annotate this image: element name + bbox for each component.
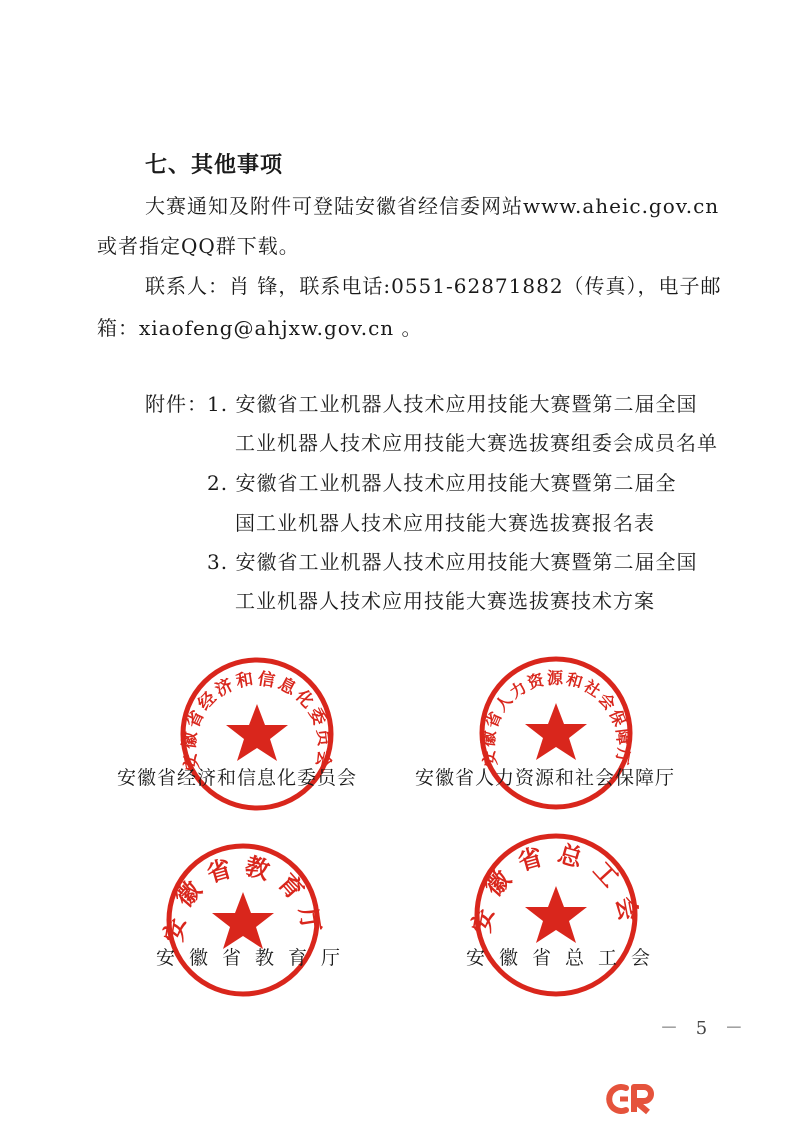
seal-text: 安徽省人力资源和社会保障厅 bbox=[478, 668, 634, 768]
body-line: 大赛通知及附件可登陆安徽省经信委网站www.aheic.gov.cn bbox=[145, 194, 720, 218]
attachment-item-line: 2. 安徽省工业机器人技术应用技能大赛暨第二届全 bbox=[207, 471, 677, 495]
attachment-item-line: 1. 安徽省工业机器人技术应用技能大赛暨第二届全国 bbox=[207, 392, 698, 416]
seal-text: 安徽省教育厅 bbox=[159, 851, 327, 944]
issuer-name: 安徽省教育厅 bbox=[156, 947, 355, 969]
attachment-item-line: 工业机器人技术应用技能大赛选拔赛组委会成员名单 bbox=[235, 431, 718, 455]
official-seal-education bbox=[159, 840, 327, 1000]
issuer-name: 安徽省总工会 bbox=[466, 947, 665, 969]
page-number: － 5 － bbox=[660, 1018, 749, 1039]
body-line: 箱：xiaofeng@ahjxw.gov.cn 。 bbox=[97, 316, 423, 340]
attachments-label: 附件： bbox=[145, 392, 208, 416]
watermark-logo-icon bbox=[604, 1082, 658, 1120]
attachment-item-line: 国工业机器人技术应用技能大赛选拔赛报名表 bbox=[235, 511, 655, 535]
seal-text: 安徽省经济和信息化委员会 bbox=[179, 669, 335, 773]
issuer-name: 安徽省经济和信息化委员会 bbox=[117, 767, 358, 789]
seal-text: 安徽省总工会 bbox=[467, 839, 645, 935]
issuer-name: 安徽省人力资源和社会保障厅 bbox=[415, 767, 676, 789]
section-heading: 七、其他事项 bbox=[145, 153, 284, 178]
official-seal-union bbox=[467, 830, 645, 1000]
body-line: 联系人：肖 锋，联系电话:0551-62871882（传真），电子邮 bbox=[145, 274, 722, 298]
official-seal-economy bbox=[177, 654, 337, 814]
attachment-item-line: 3. 安徽省工业机器人技术应用技能大赛暨第二届全国 bbox=[207, 550, 698, 574]
body-line: 或者指定QQ群下载。 bbox=[97, 234, 300, 258]
attachment-item-line: 工业机器人技术应用技能大赛选拔赛技术方案 bbox=[235, 589, 655, 613]
